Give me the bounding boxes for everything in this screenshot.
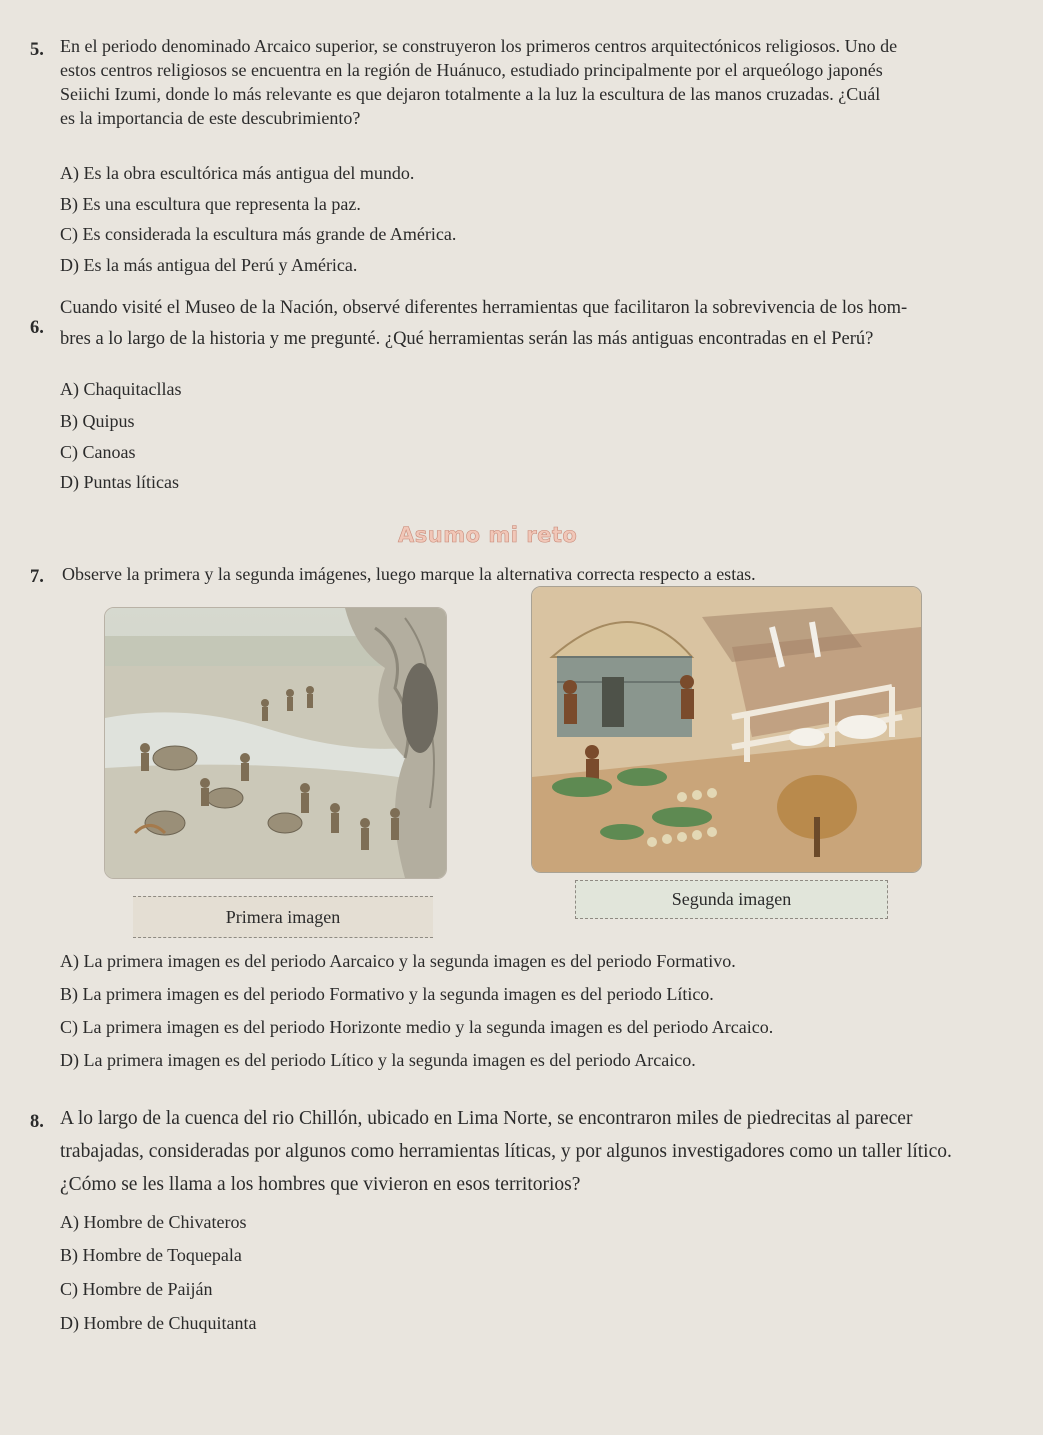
option-b[interactable]: B) Es una escultura que representa la paz.	[60, 194, 361, 214]
stem-line: estos centros religiosos se encuentra en la región de Huánuco, estudiado principalmente por el arqueólogo japonés	[60, 60, 883, 80]
option-d[interactable]: D) Hombre de Chuquitanta	[60, 1313, 257, 1333]
option-a[interactable]: A) Hombre de Chivateros	[60, 1212, 247, 1232]
archaic-village-illustration	[532, 587, 921, 872]
second-image-caption: Segunda imagen	[575, 880, 888, 919]
question-number: 6.	[30, 318, 44, 338]
first-image-caption: Primera imagen	[133, 896, 433, 938]
question-number: 7.	[30, 567, 44, 587]
stem-line: Cuando visité el Museo de la Nación, observé diferentes herramientas que facilitaron la sobrevivencia de los hom-	[60, 298, 908, 318]
option-c[interactable]: C) Hombre de Paiján	[60, 1279, 213, 1299]
stem-line: trabajadas, consideradas por algunos como herramientas líticas, y por algunos investigadores como un taller lítico.	[60, 1141, 952, 1162]
stem-line: ¿Cómo se les llama a los hombres que vivieron en esos territorios?	[60, 1174, 581, 1195]
stem-line: es la importancia de este descubrimiento?	[60, 108, 361, 128]
option-c[interactable]: C) Canoas	[60, 442, 136, 462]
first-image-lithic-scene	[104, 607, 447, 879]
question-stem	[60, 296, 960, 358]
q7-option-a[interactable]: A) La primera imagen es del periodo Aarcaico y la segunda imagen es del periodo Formativo.	[60, 951, 736, 971]
stem-line: bres a lo largo de la historia y me pregunté. ¿Qué herramientas serán las más antiguas encontradas en el Perú?	[60, 329, 874, 349]
question-stem	[60, 34, 936, 130]
option-c[interactable]: C) Es considerada la escultura más grande de América.	[60, 224, 457, 244]
question-stem: Observe la primera y la segunda imágenes, luego marque la alternativa correcta respecto a estas.	[62, 564, 756, 584]
question-number: 5.	[30, 40, 44, 60]
stem-line: A lo largo de la cuenca del rio Chillón, ubicado en Lima Norte, se encontraron miles de piedrecitas al parecer	[60, 1108, 913, 1129]
q7-option-c[interactable]: C) La primera imagen es del periodo Horizonte medio y la segunda imagen es del periodo Arcaico.	[60, 1017, 774, 1037]
q7-option-d[interactable]: D) La primera imagen es del periodo Lítico y la segunda imagen es del periodo Arcaico.	[60, 1050, 696, 1070]
option-a[interactable]: A) Chaquitacllas	[60, 379, 182, 399]
option-d[interactable]: D) Puntas líticas	[60, 472, 179, 492]
option-d[interactable]: D) Es la más antigua del Perú y América.	[60, 255, 358, 275]
q7-option-b[interactable]: B) La primera imagen es del periodo Formativo y la segunda imagen es del periodo Lítico.	[60, 984, 714, 1004]
question-number: 8.	[30, 1112, 44, 1132]
option-a[interactable]: A) Es la obra escultórica más antigua del mundo.	[60, 163, 415, 183]
option-b[interactable]: B) Hombre de Toquepala	[60, 1245, 242, 1265]
question-stem	[60, 1107, 985, 1206]
stem-line: En el periodo denominado Arcaico superior, se construyeron los primeros centros arquitectónicos religiosos. Uno de	[60, 36, 898, 56]
option-b[interactable]: B) Quipus	[60, 411, 135, 431]
lithic-scene-illustration	[105, 608, 446, 878]
second-image-archaic-village	[531, 586, 922, 873]
section-banner: Asumo mi reto	[398, 523, 578, 547]
stem-line: Seiichi Izumi, donde lo más relevante es que dejaron totalmente a la luz la escultura de las manos cruzadas. ¿Cuál	[60, 84, 881, 104]
